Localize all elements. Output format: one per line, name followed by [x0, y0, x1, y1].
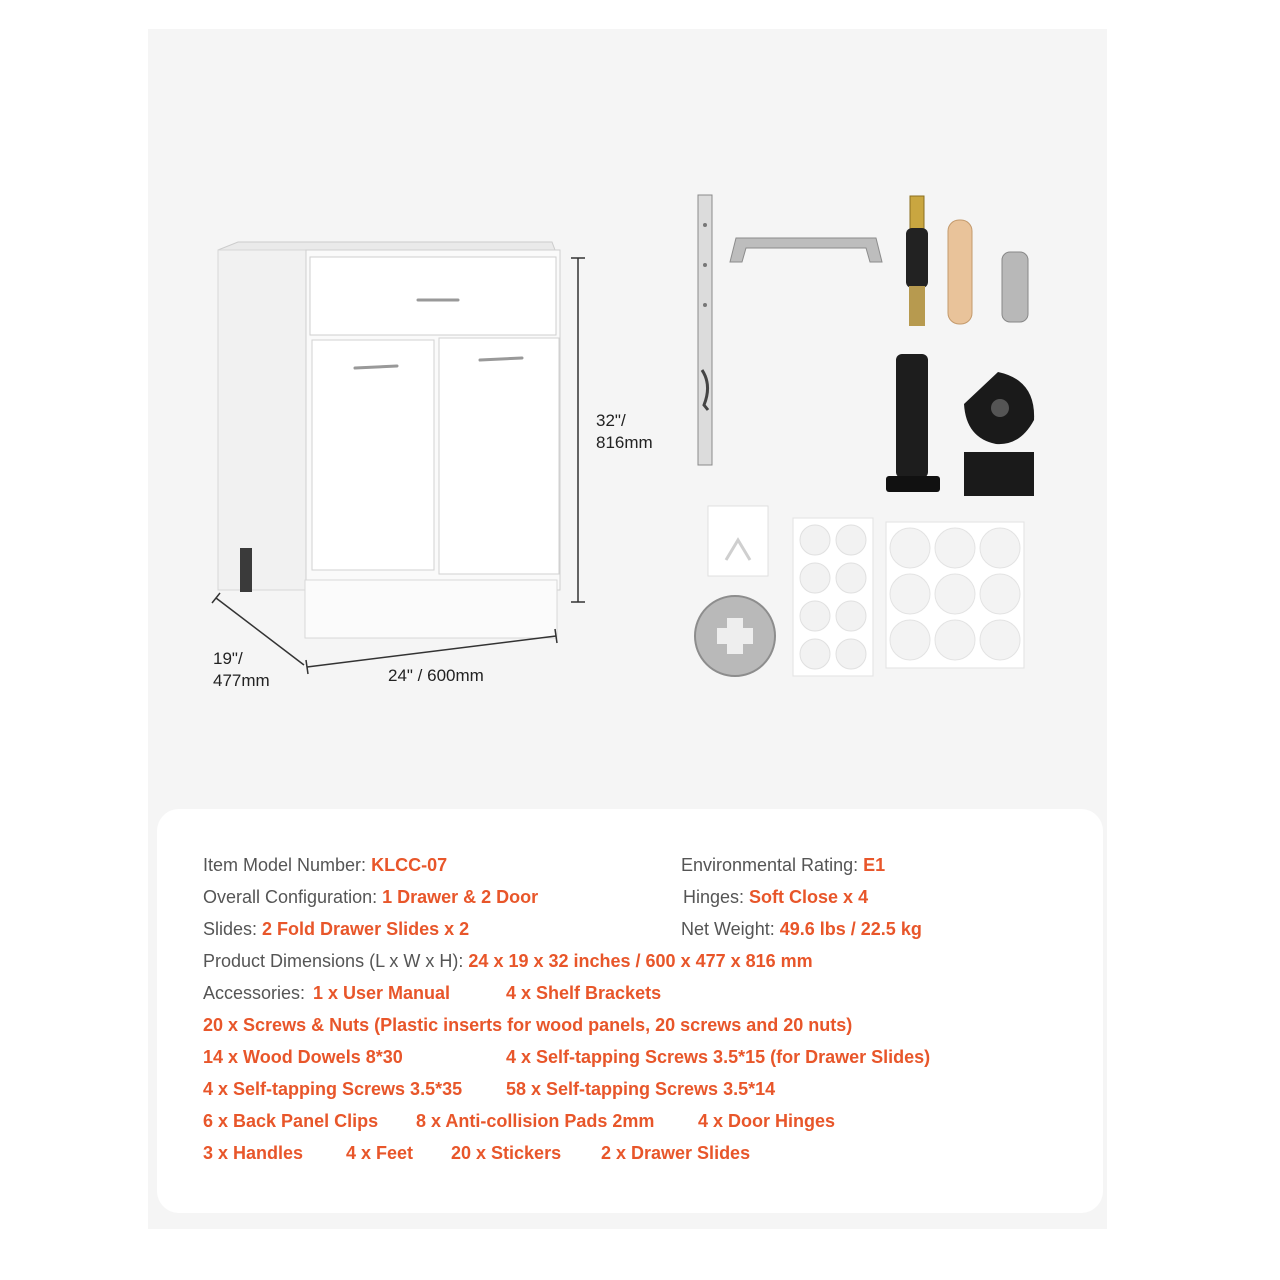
- accessory-item: 20 x Screws & Nuts (Plastic inserts for wood panels, 20 screws and 20 nuts): [203, 1015, 853, 1035]
- accessories-row: [203, 981, 305, 1005]
- item-model-row: [203, 853, 447, 877]
- hinges-label: Hinges:: [683, 887, 745, 907]
- accessory-item: 3 x Handles: [203, 1143, 304, 1163]
- depth-dimension: [213, 648, 270, 692]
- drawer-slide-image: [698, 195, 712, 465]
- depth-dimension-inches: 19"/: [213, 649, 243, 668]
- accessory-item: 2 x Drawer Slides: [601, 1143, 751, 1163]
- configuration-row: [203, 885, 538, 909]
- height-dimension-inches: 32"/: [596, 411, 626, 430]
- height-dimension: [596, 410, 653, 454]
- accessory-item: 4 x Shelf Brackets: [506, 983, 662, 1003]
- hinges-value: Soft Close x 4: [749, 887, 869, 907]
- product-dimensions-row: [203, 949, 813, 973]
- accessory-item: 4 x Door Hinges: [698, 1111, 836, 1131]
- accessory-item: 1 x User Manual: [313, 983, 451, 1003]
- slides-row: [203, 917, 469, 941]
- width-dimension: 24" / 600mm: [388, 666, 484, 685]
- back-panel-clip-image: [708, 506, 768, 576]
- configuration-label: Overall Configuration:: [203, 887, 378, 907]
- hinges-row: [683, 885, 868, 909]
- screw-insert-image: [906, 196, 928, 326]
- environmental-row: [681, 853, 885, 877]
- accessory-item: 4 x Self-tapping Screws 3.5*35: [203, 1079, 463, 1099]
- accessory-item: 58 x Self-tapping Screws 3.5*14: [506, 1079, 776, 1099]
- depth-dimension-mm: 477mm: [213, 671, 270, 690]
- configuration-value: 1 Drawer & 2 Door: [382, 887, 539, 907]
- product-dimensions-label: Product Dimensions (L x W x H):: [203, 951, 464, 971]
- product-dimensions-value: 24 x 19 x 32 inches / 600 x 477 x 816 mm: [468, 951, 813, 971]
- environmental-label: Environmental Rating:: [681, 855, 859, 875]
- slides-label: Slides:: [203, 919, 258, 939]
- accessory-item: 4 x Self-tapping Screws 3.5*15 (for Drawer Slides): [506, 1047, 931, 1067]
- cam-lock-image: [695, 596, 775, 676]
- item-model-label: Item Model Number:: [203, 855, 367, 875]
- net-weight-row: [681, 917, 922, 941]
- net-weight-value: 49.6 lbs / 22.5 kg: [779, 919, 922, 939]
- accessory-item: 8 x Anti-collision Pads 2mm: [416, 1111, 655, 1131]
- accessory-item: 14 x Wood Dowels 8*30: [203, 1047, 403, 1067]
- height-dimension-mm: 816mm: [596, 433, 653, 452]
- item-model-value: KLCC-07: [371, 855, 448, 875]
- wood-dowel-image: [948, 220, 972, 324]
- net-weight-label: Net Weight:: [681, 919, 775, 939]
- handle-image: [730, 238, 882, 262]
- accessory-item: 6 x Back Panel Clips: [203, 1111, 379, 1131]
- environmental-value: E1: [863, 855, 886, 875]
- stickers-image: [886, 522, 1024, 668]
- cabinet-image: [218, 242, 560, 638]
- anti-collision-pads-image: [793, 518, 873, 676]
- slides-value: 2 Fold Drawer Slides x 2: [262, 919, 470, 939]
- accessory-item: 20 x Stickers: [451, 1143, 562, 1163]
- hinge-image: [964, 372, 1034, 496]
- accessory-item: 4 x Feet: [346, 1143, 414, 1163]
- metal-connector-image: [1002, 252, 1028, 322]
- accessories-label: Accessories:: [203, 983, 306, 1003]
- foot-image: [886, 354, 940, 492]
